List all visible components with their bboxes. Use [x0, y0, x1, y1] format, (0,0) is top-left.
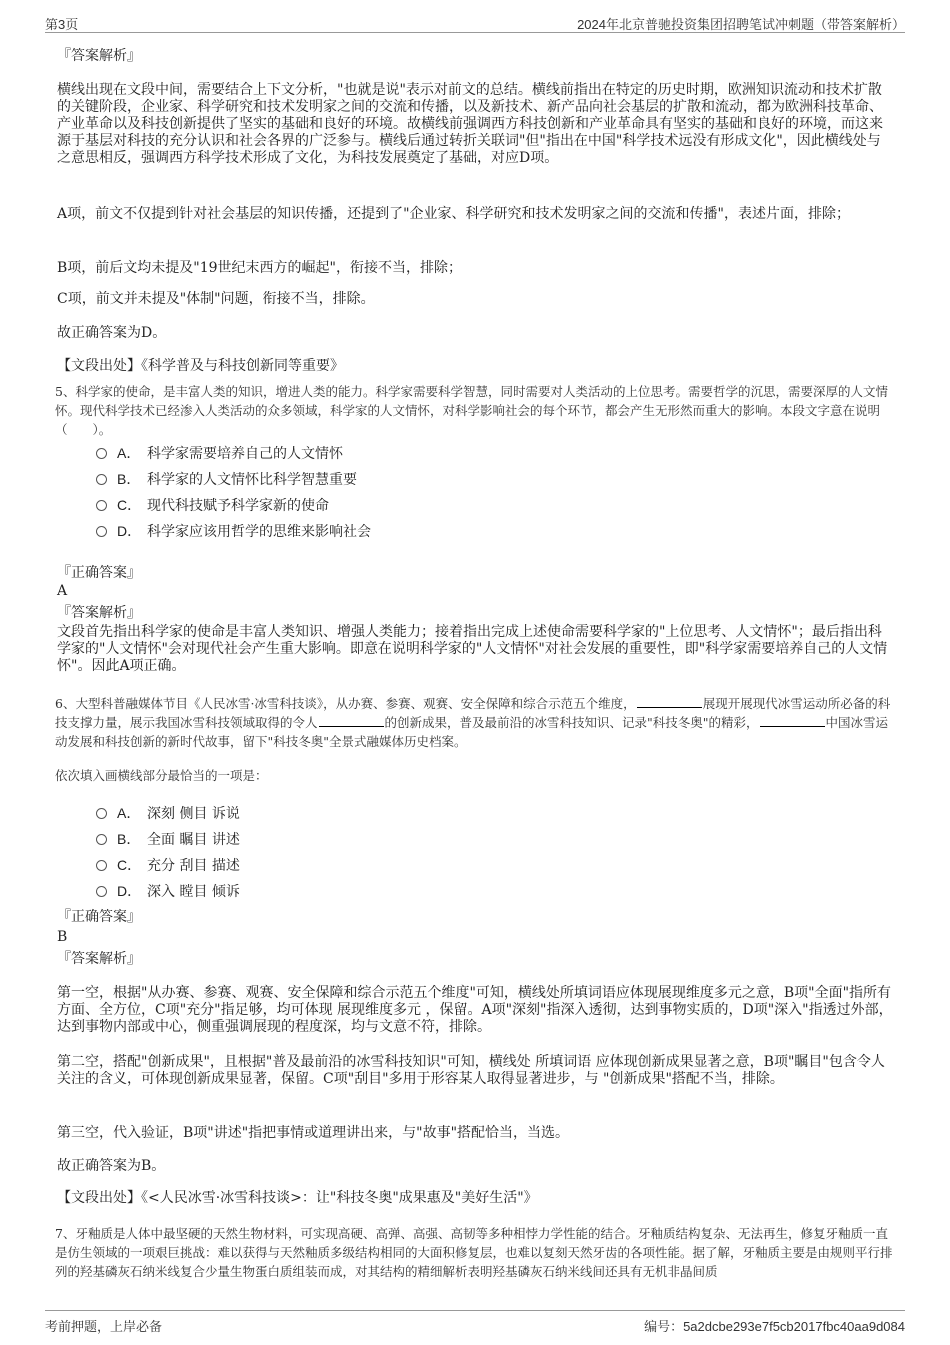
q6-option-c[interactable]: C． 充分 刮目 描述: [96, 855, 240, 875]
document-title: 2024年北京普驰投资集团招聘笔试冲刺题（带答案解析）: [577, 17, 905, 32]
q6-source: 【文段出处】《<人民冰雪·冰雪科技谈>：让"科技冬奥"成果惠及"美好生活"》: [57, 1190, 538, 1206]
q6-option-d[interactable]: D． 深入 瞠目 倾诉: [96, 881, 240, 901]
footer-slogan: 考前押题，上岸必备: [45, 1319, 163, 1334]
q6-answer-label: 『正确答案』: [57, 909, 141, 925]
q6-analysis-label: 『答案解析』: [57, 951, 141, 967]
q5-analysis: 文段首先指出科学家的使命是丰富人类知识、增强人类能力；接着指出完成上述使命需要科学家的"上位思考、人文情怀"；最后指出科学家的"人文情怀"会对现代社会产生重大影响。即意在说明科学家的"人文情怀"对社会发展的重要性，即"科学家需要培养自己的人文情怀"。因此A项正确。: [57, 624, 888, 674]
blank-2: [319, 714, 384, 727]
q4-analysis-p5: 故正确答案为D。: [57, 325, 167, 341]
blank-3: [760, 714, 825, 727]
q6-answer: B: [57, 929, 68, 945]
q6-prompt: 依次填入画横线部分最恰当的一项是：: [55, 768, 268, 783]
q4-analysis-p2: A项，前文不仅提到针对社会基层的知识传播，还提到了"企业家、科学研究和技术发明家之间的交流和传播"，表述片面，排除；: [57, 206, 850, 222]
q5-option-d[interactable]: D． 科学家应该用哲学的思维来影响社会: [96, 521, 371, 541]
blank-1: [637, 695, 702, 708]
q4-analysis-p4: C项，前文并未提及"体制"问题，衔接不当，排除。: [57, 291, 375, 307]
radio-button-icon[interactable]: [96, 834, 107, 845]
q6-analysis-p1: 第一空，根据"从办赛、参赛、观赛、安全保障和综合示范五个维度"可知，横线处所填词语应体现展现维度多元之意，B项"全面"指所有方面、全方位，C项"充分"指足够，均可体现 展现维度多元 ，保留。A项"深刻"指深入透彻，达到事物实质的，D项"深入"指透过外部，达到事物内部或中心，侧重强调展现的程度深，均与文意不符，排除。: [57, 985, 893, 1035]
q6-stem: 6、大型科普融媒体节目《人民冰雪·冰雪科技谈》，从办赛、参赛、观赛、安全保障和综合示范五个维度， 展现开展现代冰雪运动所必备的科技支撑力量，展示我国冰雪科技领域取得的令人 的创新成果，普及最前沿的冰雪科技知识、记录"科技冬奥"的精彩， 中国冰雪运动发展和科技创新的新时代故事，留下"科技冬奥"全景式融媒体历史档案。: [55, 696, 891, 749]
q5-option-b[interactable]: B． 科学家的人文情怀比科学智慧重要: [96, 469, 357, 489]
radio-button-icon[interactable]: [96, 860, 107, 871]
q5-option-c[interactable]: C． 现代科技赋予科学家新的使命: [96, 495, 329, 515]
q5-answer-label: 『正确答案』: [57, 565, 141, 581]
document-id: 编号：5a2dcbe293e7f5cb2017fbc40aa9d084: [644, 1319, 905, 1334]
q5-option-a[interactable]: A． 科学家需要培养自己的人文情怀: [96, 443, 343, 463]
q5-analysis-label: 『答案解析』: [57, 605, 141, 621]
q6-option-a[interactable]: A． 深刻 侧目 诉说: [96, 803, 240, 823]
q6-analysis-p4: 故正确答案为B。: [57, 1158, 166, 1174]
q5-stem: 5、科学家的使命，是丰富人类的知识，增进人类的能力。科学家需要科学智慧，同时需要对人类活动的上位思考。需要哲学的沉思，需要深厚的人文情怀。现代科学技术已经渗入人类活动的众多领域，科学家的人文情怀，对科学影响社会的每个环节，都会产生无形然而重大的影响。本段文字意在说明（ ）。: [55, 384, 888, 437]
page-header: [45, 12, 905, 33]
radio-button-icon[interactable]: [96, 474, 107, 485]
page-footer: [45, 1310, 905, 1335]
q4-analysis-label: 『答案解析』: [57, 48, 141, 64]
q6-analysis-p2: 第二空，搭配"创新成果"，且根据"普及最前沿的冰雪科技知识"可知，横线处 所填词语 应体现创新成果显著之意，B项"瞩目"包含令人关注的含义，可体现创新成果显著，保留。C项"刮目"多用于形容某人取得显著进步，与 "创新成果"搭配不当，排除。: [57, 1054, 885, 1087]
q4-analysis-p1: 横线出现在文段中间，需要结合上下文分析，"也就是说"表示对前文的总结。横线前指出在特定的历史时期，欧洲知识流动和技术扩散的关键阶段，企业家、科学研究和技术发明家之间的交流和传播，以及新技术、新产品向社会基层的扩散和流动，都为欧洲科技革命、产业革命以及科技创新提供了坚实的基础和良好的环境。故横线前强调西方科技创新和产业革命具有坚实的基础和良好的环境，而这来源于基层对科技的充分认识和社会各界的广泛参与。横线后通过转折关联词"但"指出在中国"科学技术远没有形成文化"，因此横线处与之意思相反，强调西方科学技术形成了文化，为科技发展奠定了基础，对应D项。: [57, 82, 883, 166]
radio-button-icon[interactable]: [96, 448, 107, 459]
radio-button-icon[interactable]: [96, 886, 107, 897]
q7-stem: 7、牙釉质是人体中最坚硬的天然生物材料，可实现高硬、高弹、高强、高韧等多种相悖力学性能的结合。牙釉质结构复杂、无法再生，修复牙釉质一直是仿生领域的一项艰巨挑战：难以获得与天然釉质多级结构相同的大面积修复层，也难以复刻天然牙齿的各项性能。据了解，牙釉质主要是由规则平行排列的羟基磷灰石纳米线复合少量生物蛋白质组装而成，对其结构的精细解析表明羟基磷灰石纳米线间还具有无机非晶间质: [55, 1226, 893, 1279]
radio-button-icon[interactable]: [96, 808, 107, 819]
q4-analysis-p3: B项，前后文均未提及"19世纪末西方的崛起"，衔接不当，排除；: [57, 260, 462, 276]
q6-option-b[interactable]: B． 全面 瞩目 讲述: [96, 829, 240, 849]
page-number: 第3页: [45, 17, 79, 32]
radio-button-icon[interactable]: [96, 526, 107, 537]
q6-analysis-p3: 第三空，代入验证，B项"讲述"指把事情或道理讲出来，与"故事"搭配恰当，当选。: [57, 1125, 570, 1141]
q5-answer: A: [57, 583, 68, 599]
radio-button-icon[interactable]: [96, 500, 107, 511]
q4-source: 【文段出处】《科学普及与科技创新同等重要》: [57, 358, 344, 374]
